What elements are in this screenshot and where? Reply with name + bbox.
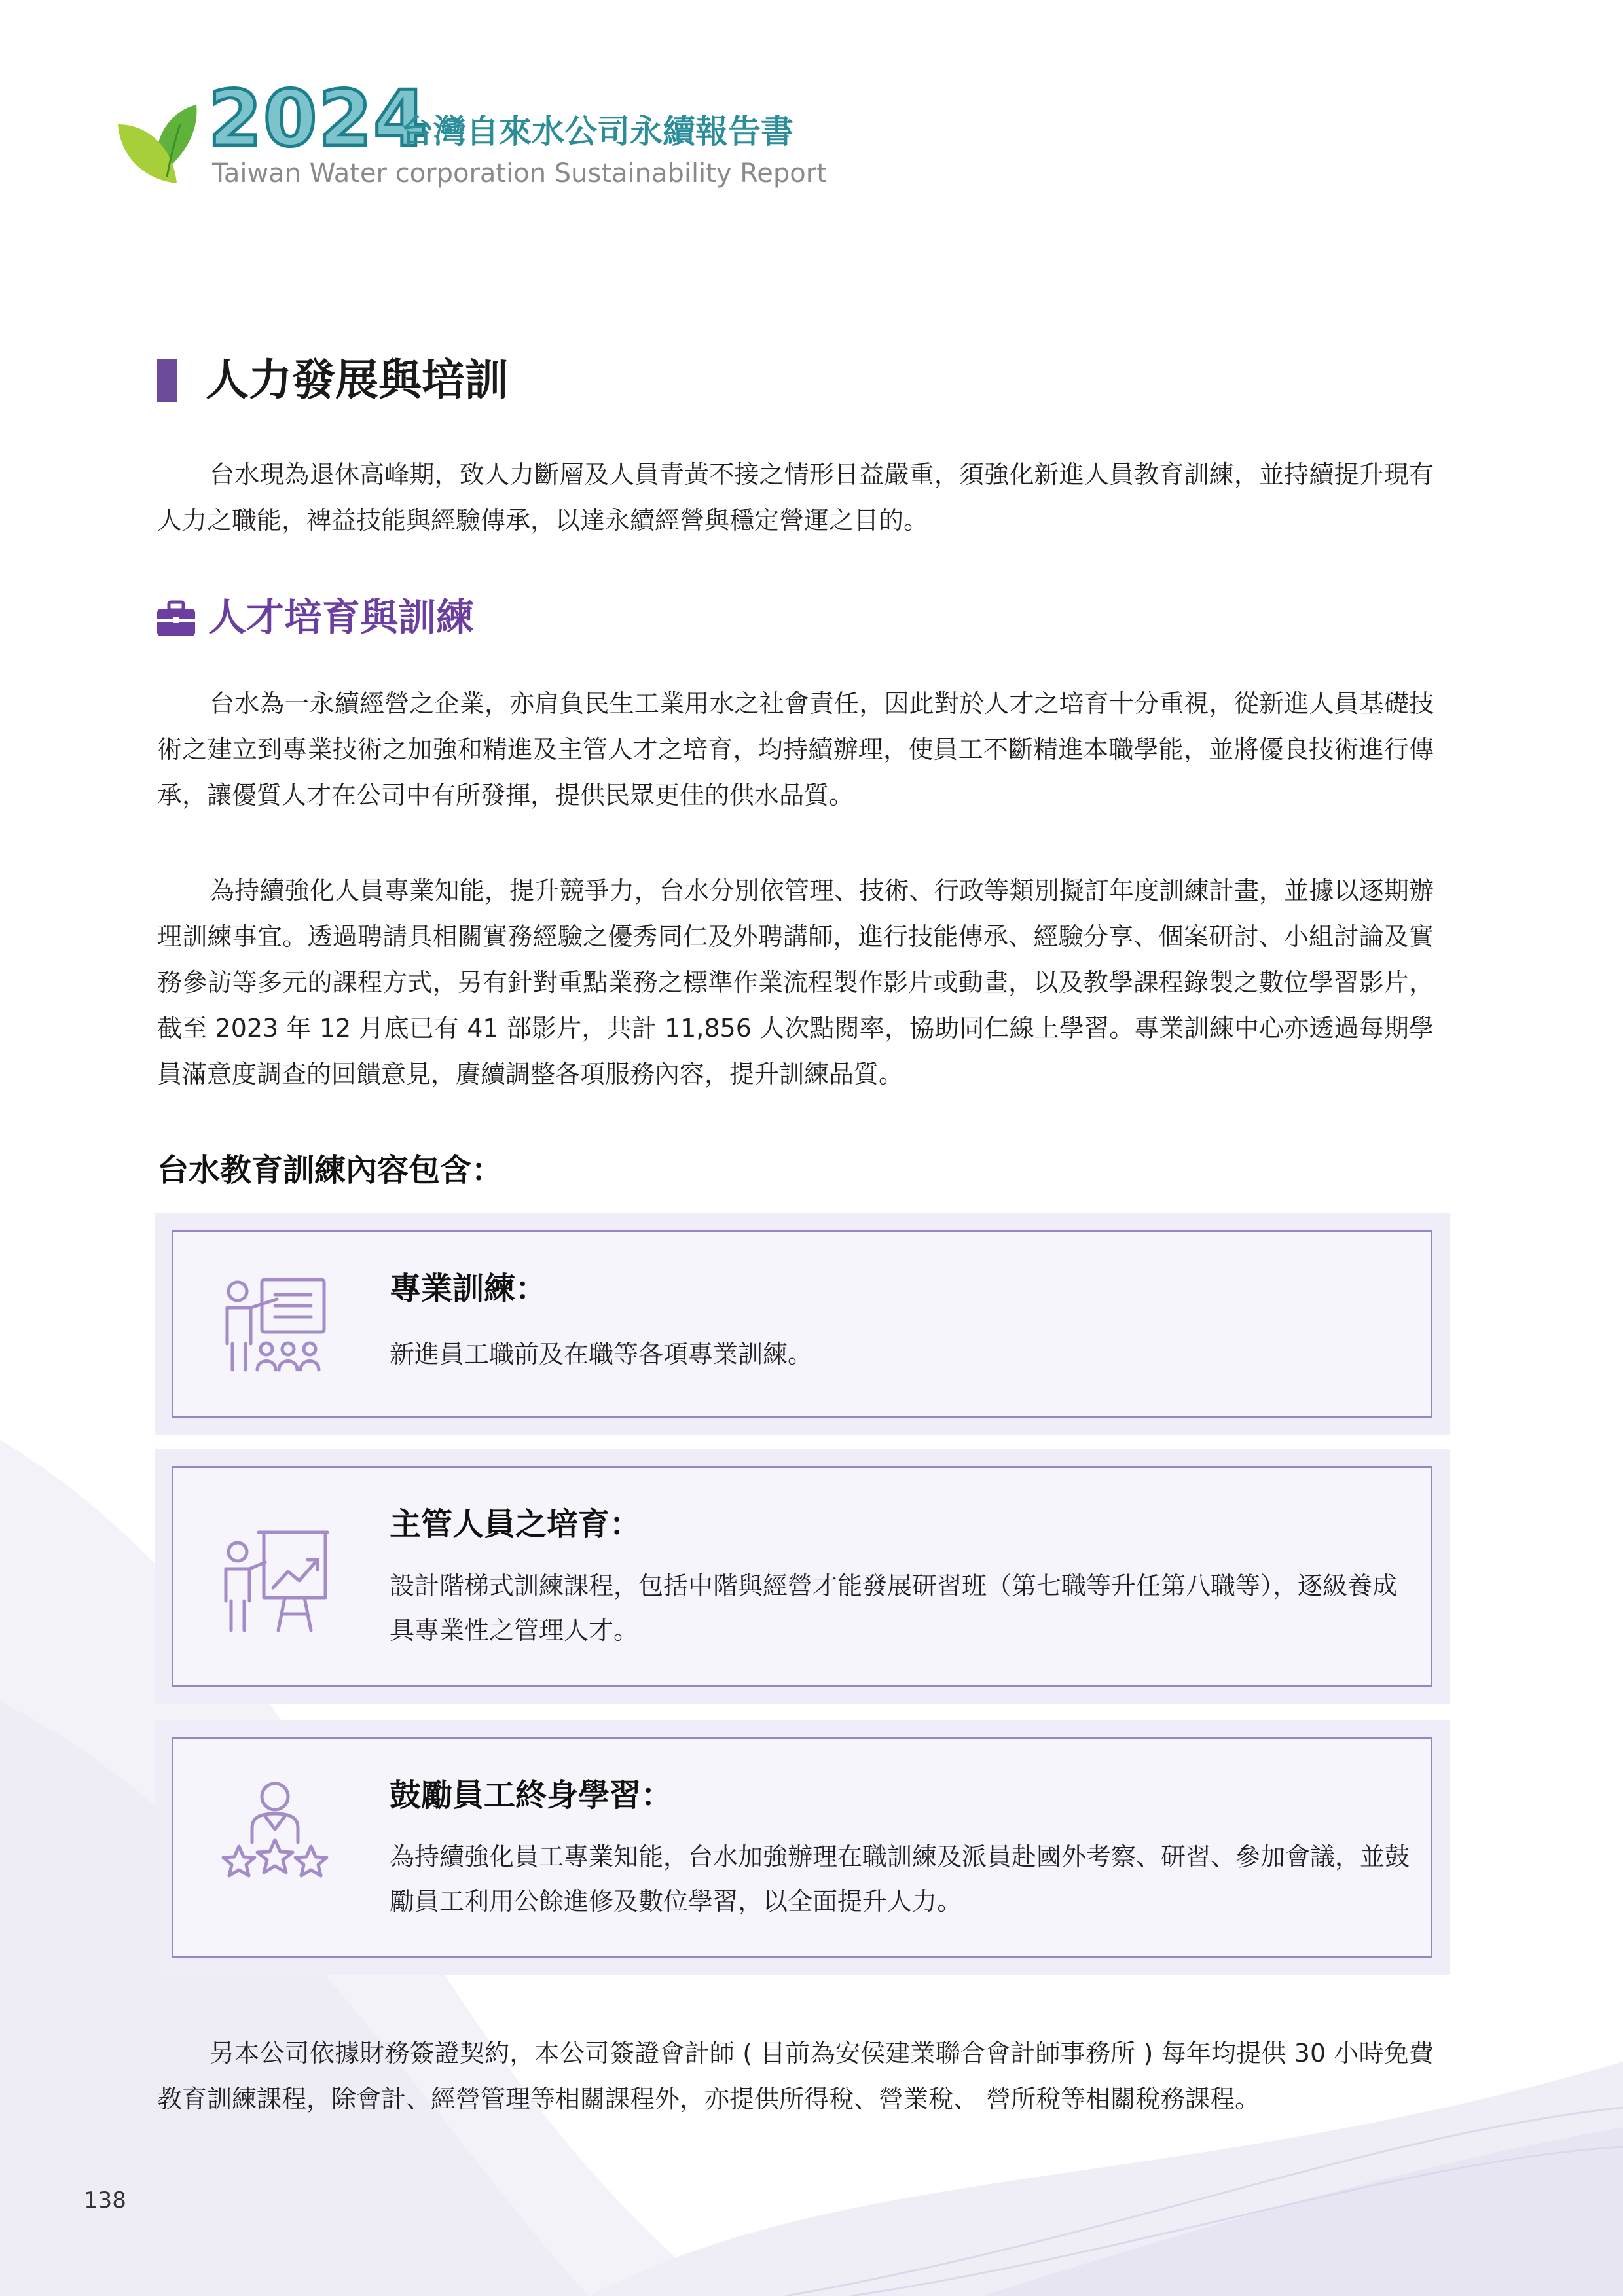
closing-paragraph: 另本公司依據財務簽證契約，本公司簽證會計師 ( 目前為安侯建業聯合會計師事務所 ) 每年均提供 30 小時免費教育訓練課程，除會計、經營管理等相關課程外，亦提供所得稅、營業稅、 營所稅等相關稅務課程。 [157, 2039, 1434, 2113]
page-number: 138 [84, 2187, 126, 2214]
training-list-heading: 台水教育訓練內容包含： [157, 1152, 503, 1189]
subsection-paragraph-1: 台水為一永續經營之企業，亦肩負民生工業用水之社會責任，因此對於人才之培育十分重視，從新進人員基礎技術之建立到專業技術之加強和精進及主管人才之培育，均持續辦理，使員工不斷精進本職學能，並將優良技術進行傳承，讓優質人才在公司中有所發揮，提供民眾更佳的供水品質。 [157, 689, 1434, 810]
growth-chart-presenter-icon [213, 1526, 337, 1637]
employee-stars-icon [213, 1777, 337, 1888]
report-year: 2024 [208, 73, 429, 164]
report-title-chinese: 台灣自來水公司永續報告書 [401, 113, 793, 151]
report-title-english: Taiwan Water corporation Sustainability Report [212, 158, 827, 188]
presentation-audience-icon [213, 1272, 337, 1383]
card-title: 鼓勵員工終身學習： [390, 1777, 673, 1814]
section-intro: 台水現為退休高峰期，致人力斷層及人員青黃不接之情形日益嚴重，須強化新進人員教育訓練，並持續提升現有人力之職能，裨益技能與經驗傳承，以達永續經營與穩定營運之目的。 [157, 460, 1434, 535]
section-marker-bar [157, 359, 177, 402]
leaf-icon [111, 98, 203, 190]
card-description: 設計階梯式訓練課程，包括中階與經營才能發展研習班（第七職等升任第八職等），逐級養成具專業性之管理人才。 [390, 1571, 1398, 1645]
card-description: 為持續強化員工專業知能，台水加強辦理在職訓練及派員赴國外考察、研習、參加會議，並鼓勵員工利用公餘進修及數位學習，以全面提升人力。 [390, 1842, 1410, 1916]
training-card [155, 1213, 1450, 1435]
section-title: 人力發展與培訓 [206, 355, 508, 405]
subsection-paragraph-2: 為持續強化人員專業知能，提升競爭力，台水分別依管理、技術、行政等類別擬訂年度訓練計畫，並據以逐期辦理訓練事宜。透過聘請具相關實務經驗之優秀同仁及外聘講師，進行技能傳承、經驗分享、個案研討、小組討論及實務參訪等多元的課程方式，另有針對重點業務之標準作業流程製作影片或動畫，以及教學課程錄製之數位學習影片，截至 2023 年 12 月底已有 41 部影片，共計 11,856 人次點閱率，協助同仁線上學習。專業訓練中心亦透過每期學員滿意度調查的回饋意見，賡續調整各項服務內容，提升訓練品質。 [157, 876, 1434, 1088]
briefcase-icon [156, 598, 196, 639]
card-title: 主管人員之培育： [390, 1506, 642, 1543]
subsection-title: 人才培育與訓練 [208, 595, 475, 639]
card-description: 新進員工職前及在職等各項專業訓練。 [390, 1340, 813, 1369]
card-title: 專業訓練： [390, 1270, 547, 1307]
training-card [155, 1449, 1450, 1704]
training-card [155, 1720, 1450, 1975]
